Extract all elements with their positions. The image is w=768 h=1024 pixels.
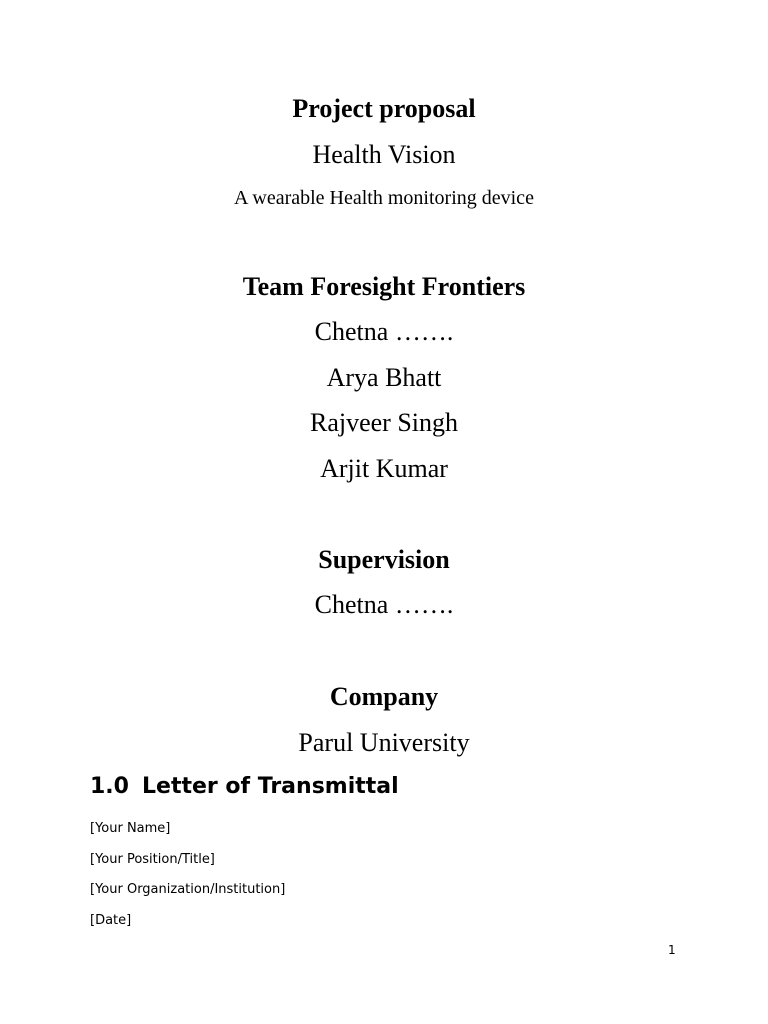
placeholder-name: [Your Name] bbox=[90, 821, 171, 836]
project-tagline: A wearable Health monitoring device bbox=[234, 187, 534, 209]
project-name: Health Vision bbox=[312, 140, 456, 169]
section-number: 1.0 bbox=[90, 774, 129, 799]
team-member: Rajveer Singh bbox=[309, 408, 459, 437]
team-member: Arya Bhatt bbox=[326, 363, 442, 392]
supervision-heading: Supervision bbox=[318, 545, 450, 574]
supervisor-name: Chetna ……. bbox=[314, 590, 454, 619]
company-name: Parul University bbox=[298, 728, 470, 757]
team-member: Arjit Kumar bbox=[320, 454, 448, 483]
placeholder-position: [Your Position/Title] bbox=[90, 852, 215, 867]
team-heading: Team Foresight Frontiers bbox=[242, 272, 526, 301]
placeholder-date: [Date] bbox=[90, 913, 132, 928]
page-number: 1 bbox=[668, 943, 676, 957]
company-heading: Company bbox=[329, 682, 439, 711]
section-title: Letter of Transmittal bbox=[142, 774, 399, 799]
team-member: Chetna ……. bbox=[314, 317, 454, 346]
section-heading bbox=[90, 776, 399, 798]
document-title: Project proposal bbox=[292, 94, 476, 123]
placeholder-organization: [Your Organization/Institution] bbox=[90, 882, 286, 897]
